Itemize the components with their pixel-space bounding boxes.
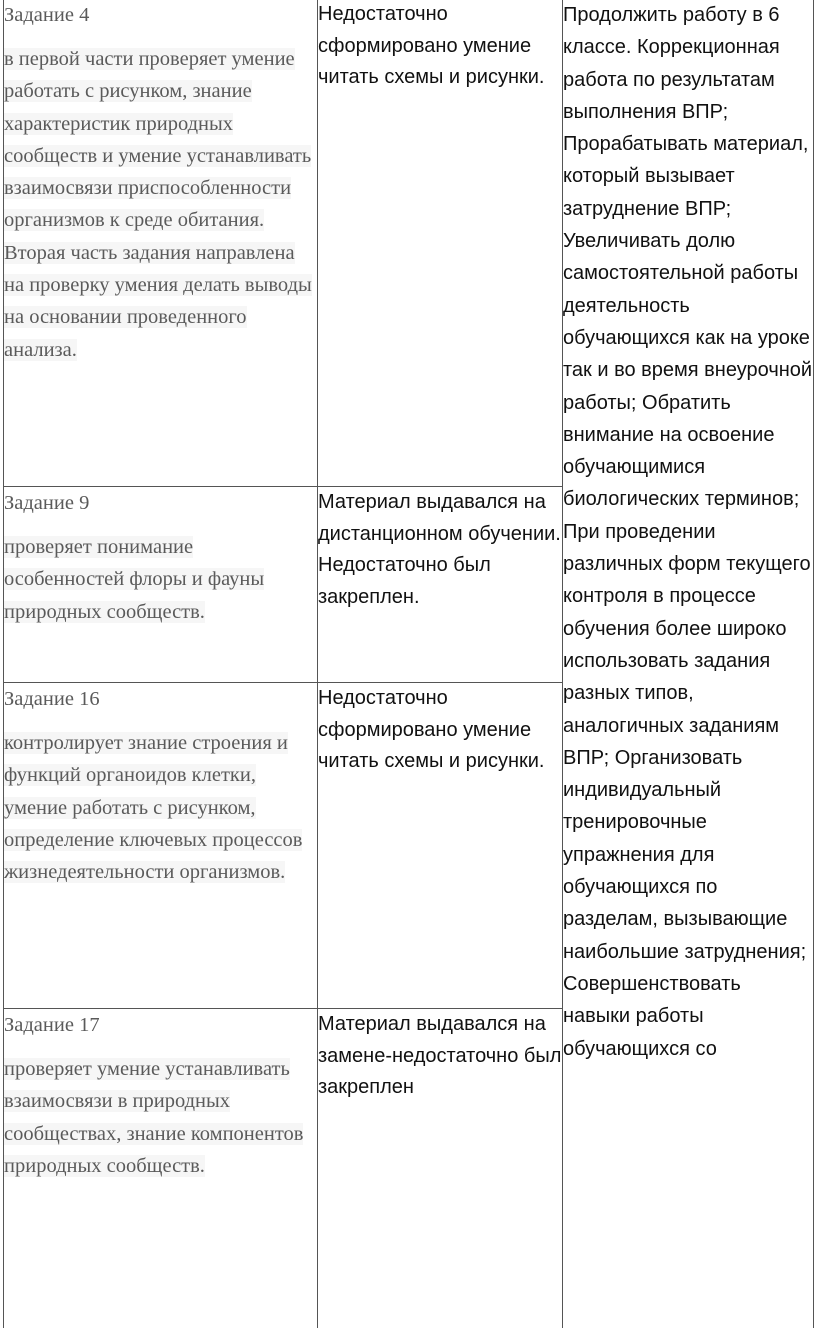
problem-text: Материал выдавался на дистанционном обучении. Недостаточно был закреплен. bbox=[318, 491, 561, 608]
task-description bbox=[4, 727, 317, 888]
task-description bbox=[4, 1053, 317, 1182]
task-description-text: в первой части проверяет умение работать с рисунком, знание характеристик природных сообществ и умение устанавливать взаимосвязи приспособленности организмов к среде обитания. Вторая часть задания направлена на проверку умения делать выводы на основании проведенного анализа. bbox=[4, 48, 312, 361]
vpr-analysis-table bbox=[3, 0, 814, 1328]
actions-text: Продолжить работу в 6 классе. Коррекционная работа по результатам выполнения ВПР; Прорабатывать материал, который вызывает затруднение ВПР; Увеличивать долю самостоятельной работы деятельность обучающихся как на уроке так и во время внеурочной работы; Обратить внимание на освоение обучающимися биологических терминов; При проведении различных форм текущего контроля в процессе обучения более широко использовать задания разных типов, аналогичных заданиям ВПР; Организовать индивидуальный тренировочные упражнения для обучающихся по разделам, вызывающие наибольшие затруднения; Совершенствовать навыки работы обучающихся со bbox=[563, 4, 813, 1060]
task-title: Задание 4 bbox=[4, 4, 90, 26]
problem-cell bbox=[318, 0, 563, 487]
task-cell bbox=[4, 0, 318, 487]
task-cell bbox=[4, 487, 318, 683]
task-description-text: проверяет понимание особенностей флоры и фауны природных сообществ. bbox=[4, 536, 265, 623]
task-description bbox=[4, 43, 317, 366]
problem-text: Недостаточно сформировано умение читать схемы и рисунки. bbox=[318, 3, 545, 88]
task-cell bbox=[4, 1009, 318, 1328]
table-row bbox=[4, 0, 814, 487]
problem-cell bbox=[318, 683, 563, 1009]
task-cell bbox=[4, 683, 318, 1009]
task-description-text: контролирует знание строения и функций органоидов клетки, умение работать с рисунком, определение ключевых процессов жизнедеятельности организмов. bbox=[4, 732, 303, 884]
actions-cell bbox=[563, 0, 814, 1328]
task-title: Задание 17 bbox=[4, 1014, 100, 1036]
task-description-text: проверяет умение устанавливать взаимосвязи в природных сообществах, знание компонентов природных сообществ. bbox=[4, 1058, 304, 1177]
problem-cell bbox=[318, 487, 563, 683]
problem-cell bbox=[318, 1009, 563, 1328]
problem-text: Материал выдавался на замене-недостаточно был закреплен bbox=[318, 1013, 562, 1098]
task-title: Задание 16 bbox=[4, 688, 100, 710]
task-title: Задание 9 bbox=[4, 492, 90, 514]
problem-text: Недостаточно сформировано умение читать схемы и рисунки. bbox=[318, 687, 545, 772]
task-description bbox=[4, 531, 317, 628]
